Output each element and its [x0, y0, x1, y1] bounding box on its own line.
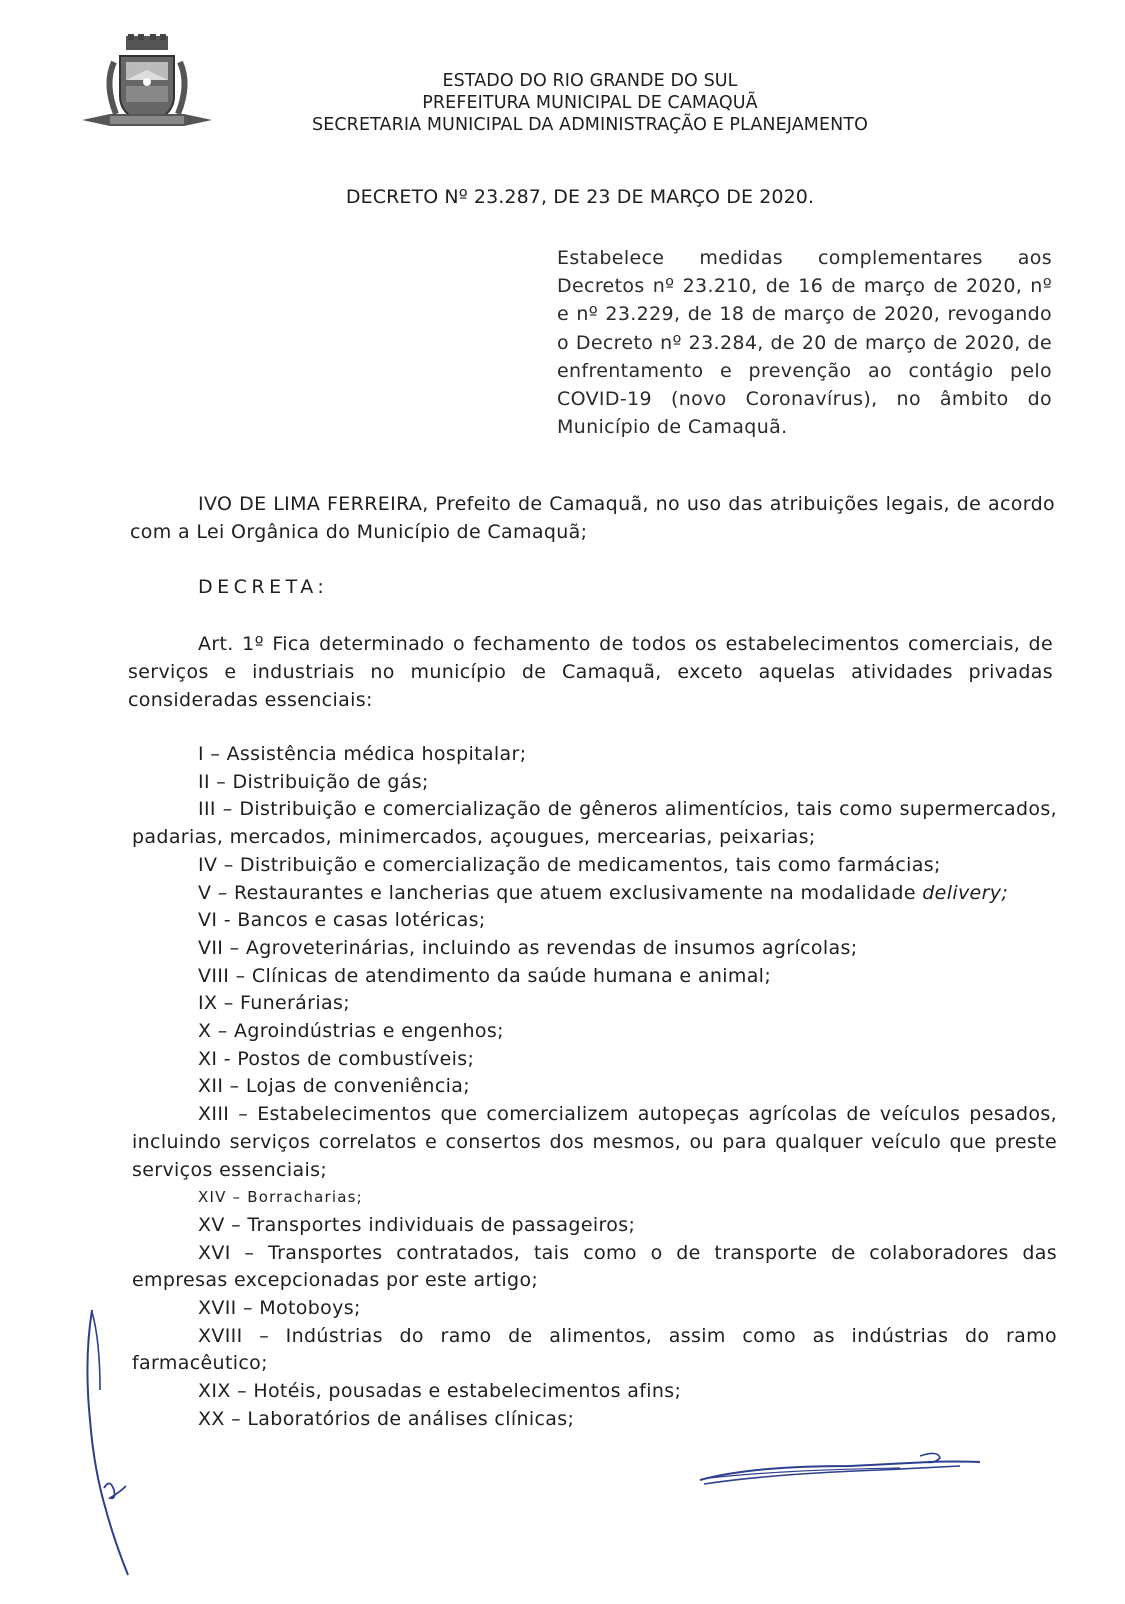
list-item: III – Distribuição e comercialização de gêneros alimentícios, tais como supermercados, padarias, mercados, minimercados, açougues, mercearias, peixarias;	[132, 798, 1057, 849]
header-secretaria: SECRETARIA MUNICIPAL DA ADMINISTRAÇÃO E PLANEJAMENTO	[312, 115, 868, 135]
list-item: XVIII – Indústrias do ramo de alimentos, assim como as indústrias do ramo farmacêutico;	[132, 1324, 1057, 1375]
list-item: IV – Distribuição e comercialização de medicamentos, tais como farmácias;	[198, 853, 941, 876]
list-item: VIII – Clínicas de atendimento da saúde humana e animal;	[198, 964, 772, 987]
list-item: XIII – Estabelecimentos que comercializem autopeças agrícolas de veículos pesados, incluindo serviços correlatos e consertos dos mesmos, ou para qualquer veículo que preste serviços essenciais;	[132, 1103, 1057, 1181]
list-item: XIV – Borracharias;	[198, 1188, 363, 1207]
header-state: ESTADO DO RIO GRANDE DO SUL	[442, 71, 738, 91]
list-item: XX – Laboratórios de análises clínicas;	[198, 1407, 575, 1430]
list-item-text: V – Restaurantes e lancherias que atuem exclusivamente na modalidade	[198, 881, 916, 904]
handwritten-initials-icon	[70, 1300, 160, 1580]
header-institution	[250, 70, 930, 136]
list-item: I – Assistência médica hospitalar;	[198, 743, 527, 765]
list-item: II – Distribuição de gás;	[198, 770, 429, 793]
header-prefeitura: PREFEITURA MUNICIPAL DE CAMAQUÃ	[422, 93, 758, 113]
list-item: VI - Bancos e casas lotéricas;	[198, 909, 486, 932]
list-item: IX – Funerárias;	[198, 992, 350, 1015]
essential-activities-list	[132, 741, 1057, 1434]
list-item: XI - Postos de combustíveis;	[198, 1047, 475, 1070]
list-item: XVII – Motoboys;	[198, 1297, 361, 1320]
list-item: XV – Transportes individuais de passageiros;	[198, 1213, 636, 1236]
list-item: VII – Agroveterinárias, incluindo as revendas de insumos agrícolas;	[198, 936, 858, 959]
decree-summary: Estabelece medidas complementares aos Decretos nº 23.210, de 16 de março de 2020, nº e nº 23.229, de 18 de março de 2020, revogando o Decreto nº 23.284, de 20 de março de 2020, de enfrentamento e prevenção ao contágio pelo COVID-19 (novo Coronavírus), no âmbito do Município de Camaquã.	[557, 247, 1052, 439]
decreta-heading: DECRETA:	[198, 576, 329, 598]
list-item-italic: delivery;	[922, 881, 1009, 904]
preamble-paragraph: IVO DE LIMA FERREIRA, Prefeito de Camaquã, no uso das atribuições legais, de acordo com a Lei Orgânica do Município de Camaquã;	[130, 493, 1055, 543]
list-item: X – Agroindústrias e engenhos;	[198, 1020, 504, 1043]
list-item: XII – Lojas de conveniência;	[198, 1075, 470, 1098]
decree-title: DECRETO Nº 23.287, DE 23 DE MARÇO DE 2020.	[345, 186, 815, 208]
list-item: XVI – Transportes contratados, tais como o de transporte de colaboradores das empresas excepcionadas por este artigo;	[132, 1241, 1057, 1292]
coat-of-arms-icon	[80, 34, 214, 134]
list-item: XIX – Hotéis, pousadas e estabelecimentos afins;	[198, 1380, 682, 1403]
list-item	[132, 880, 1057, 908]
handwritten-signature-icon	[690, 1448, 990, 1498]
article-1-paragraph: Art. 1º Fica determinado o fechamento de todos os estabelecimentos comerciais, de serviços e industriais no município de Camaquã, exceto aquelas atividades privadas consideradas essenciais:	[128, 633, 1053, 711]
